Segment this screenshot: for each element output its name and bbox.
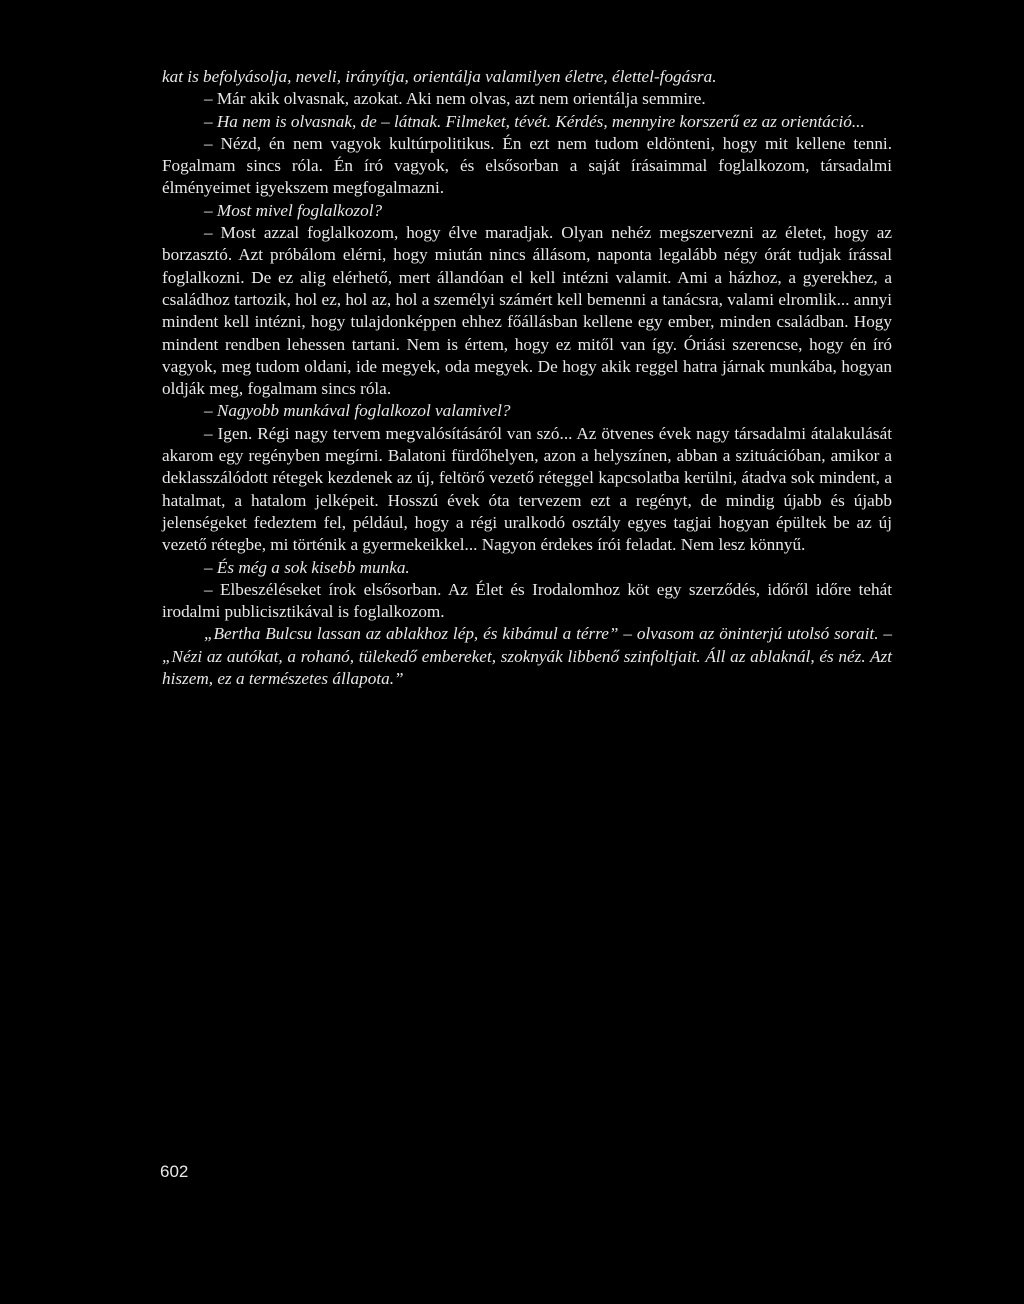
paragraph-8: – Igen. Régi nagy tervem megvalósításáról van szó... Az ötvenes évek nagy társadalmi átalakulását akarom egy regényben megírni. Balatoni fürdőhelyen, azon a helyszínen, abban a szituációban, amikor a deklasszálódott rétegek kezdenek az új, feltörő vezető réteggel kapcsolatba kerülni, átadva sok mindent, a hatalmat, a hatalom jelképeit. Hosszú évek óta tervezem ezt a regényt, de mindig újabb és újabb jelenségeket fedeztem fel, például, hogy a régi uralkodó osztály egyes tagjai hogyan épültek be az új vezető rétegbe, mi történik a gyermekeikkel... Nagyon érdekes írói feladat. Nem lesz könnyű. <box>162 423 892 555</box>
paragraph-5: – Most mivel foglalkozol? <box>204 200 383 220</box>
paragraph-10: – Elbeszéléseket írok elsősorban. Az Élet és Irodalomhoz köt egy szerződés, időről időre tehát irodalmi publicisztikával is foglalkozom. <box>162 579 892 622</box>
paragraph-1: kat is befolyásolja, neveli, irányítja, orientálja valamilyen életre, élettel-fogásra. <box>162 67 717 86</box>
paragraph-4: – Nézd, én nem vagyok kultúrpolitikus. Én ezt nem tudom eldönteni, hogy mit kellene tenni. Fogalmam sincs róla. Én író vagyok, és elsősorban a saját írásaimmal foglalkozom, társadalmi élményeimet igyekszem megfogalmazni. <box>162 133 892 198</box>
paragraph-7: – Nagyobb munkával foglalkozol valamivel? <box>204 401 511 421</box>
page-body <box>162 66 892 690</box>
paragraph-2: – Már akik olvasnak, azokat. Aki nem olvas, azt nem orientálja semmire. <box>204 89 706 109</box>
paragraph-9: – És még a sok kisebb munka. <box>204 557 410 577</box>
page-number: 602 <box>160 1162 189 1181</box>
paragraph-11: „Bertha Bulcsu lassan az ablakhoz lép, és kibámul a térre” – olvasom az öninterjú utolsó sorait. – „Nézi az autókat, a rohanó, tülekedő embereket, szoknyák libbenő szinfoltjait. Áll az ablaknál, és néz. Azt hiszem, ez a természetes állapota.” <box>162 624 892 689</box>
paragraph-3: – Ha nem is olvasnak, de – látnak. Filmeket, tévét. Kérdés, mennyire korszerű ez az orientáció... <box>204 111 865 131</box>
paragraph-6: – Most azzal foglalkozom, hogy élve maradjak. Olyan nehéz megszervezni az életet, hogy az borzasztó. Azt próbálom elérni, hogy miután nincs állásom, naponta legalább négy órát tudjak írással foglalkozni. De ez alig elérhető, mert állandóan el kell intézni valamit. Ami a házhoz, a gyerekhez, a családhoz tartozik, hol ez, hol az, hol a személyi számért kell bemenni a tanácsra, valami elromlik... annyi mindent kell intézni, hogy tulajdonképpen ehhez főállásban kellene egy ember, minden családban. Hogy mindent rendben lehessen tartani. Nem is értem, hogy ez mitől van így. Óriási szerencse, hogy én író vagyok, meg tudom oldani, ide megyek, oda megyek. De hogy akik reggel hatra járnak munkába, hogyan oldják meg, fogalmam sincs róla. <box>162 223 892 399</box>
